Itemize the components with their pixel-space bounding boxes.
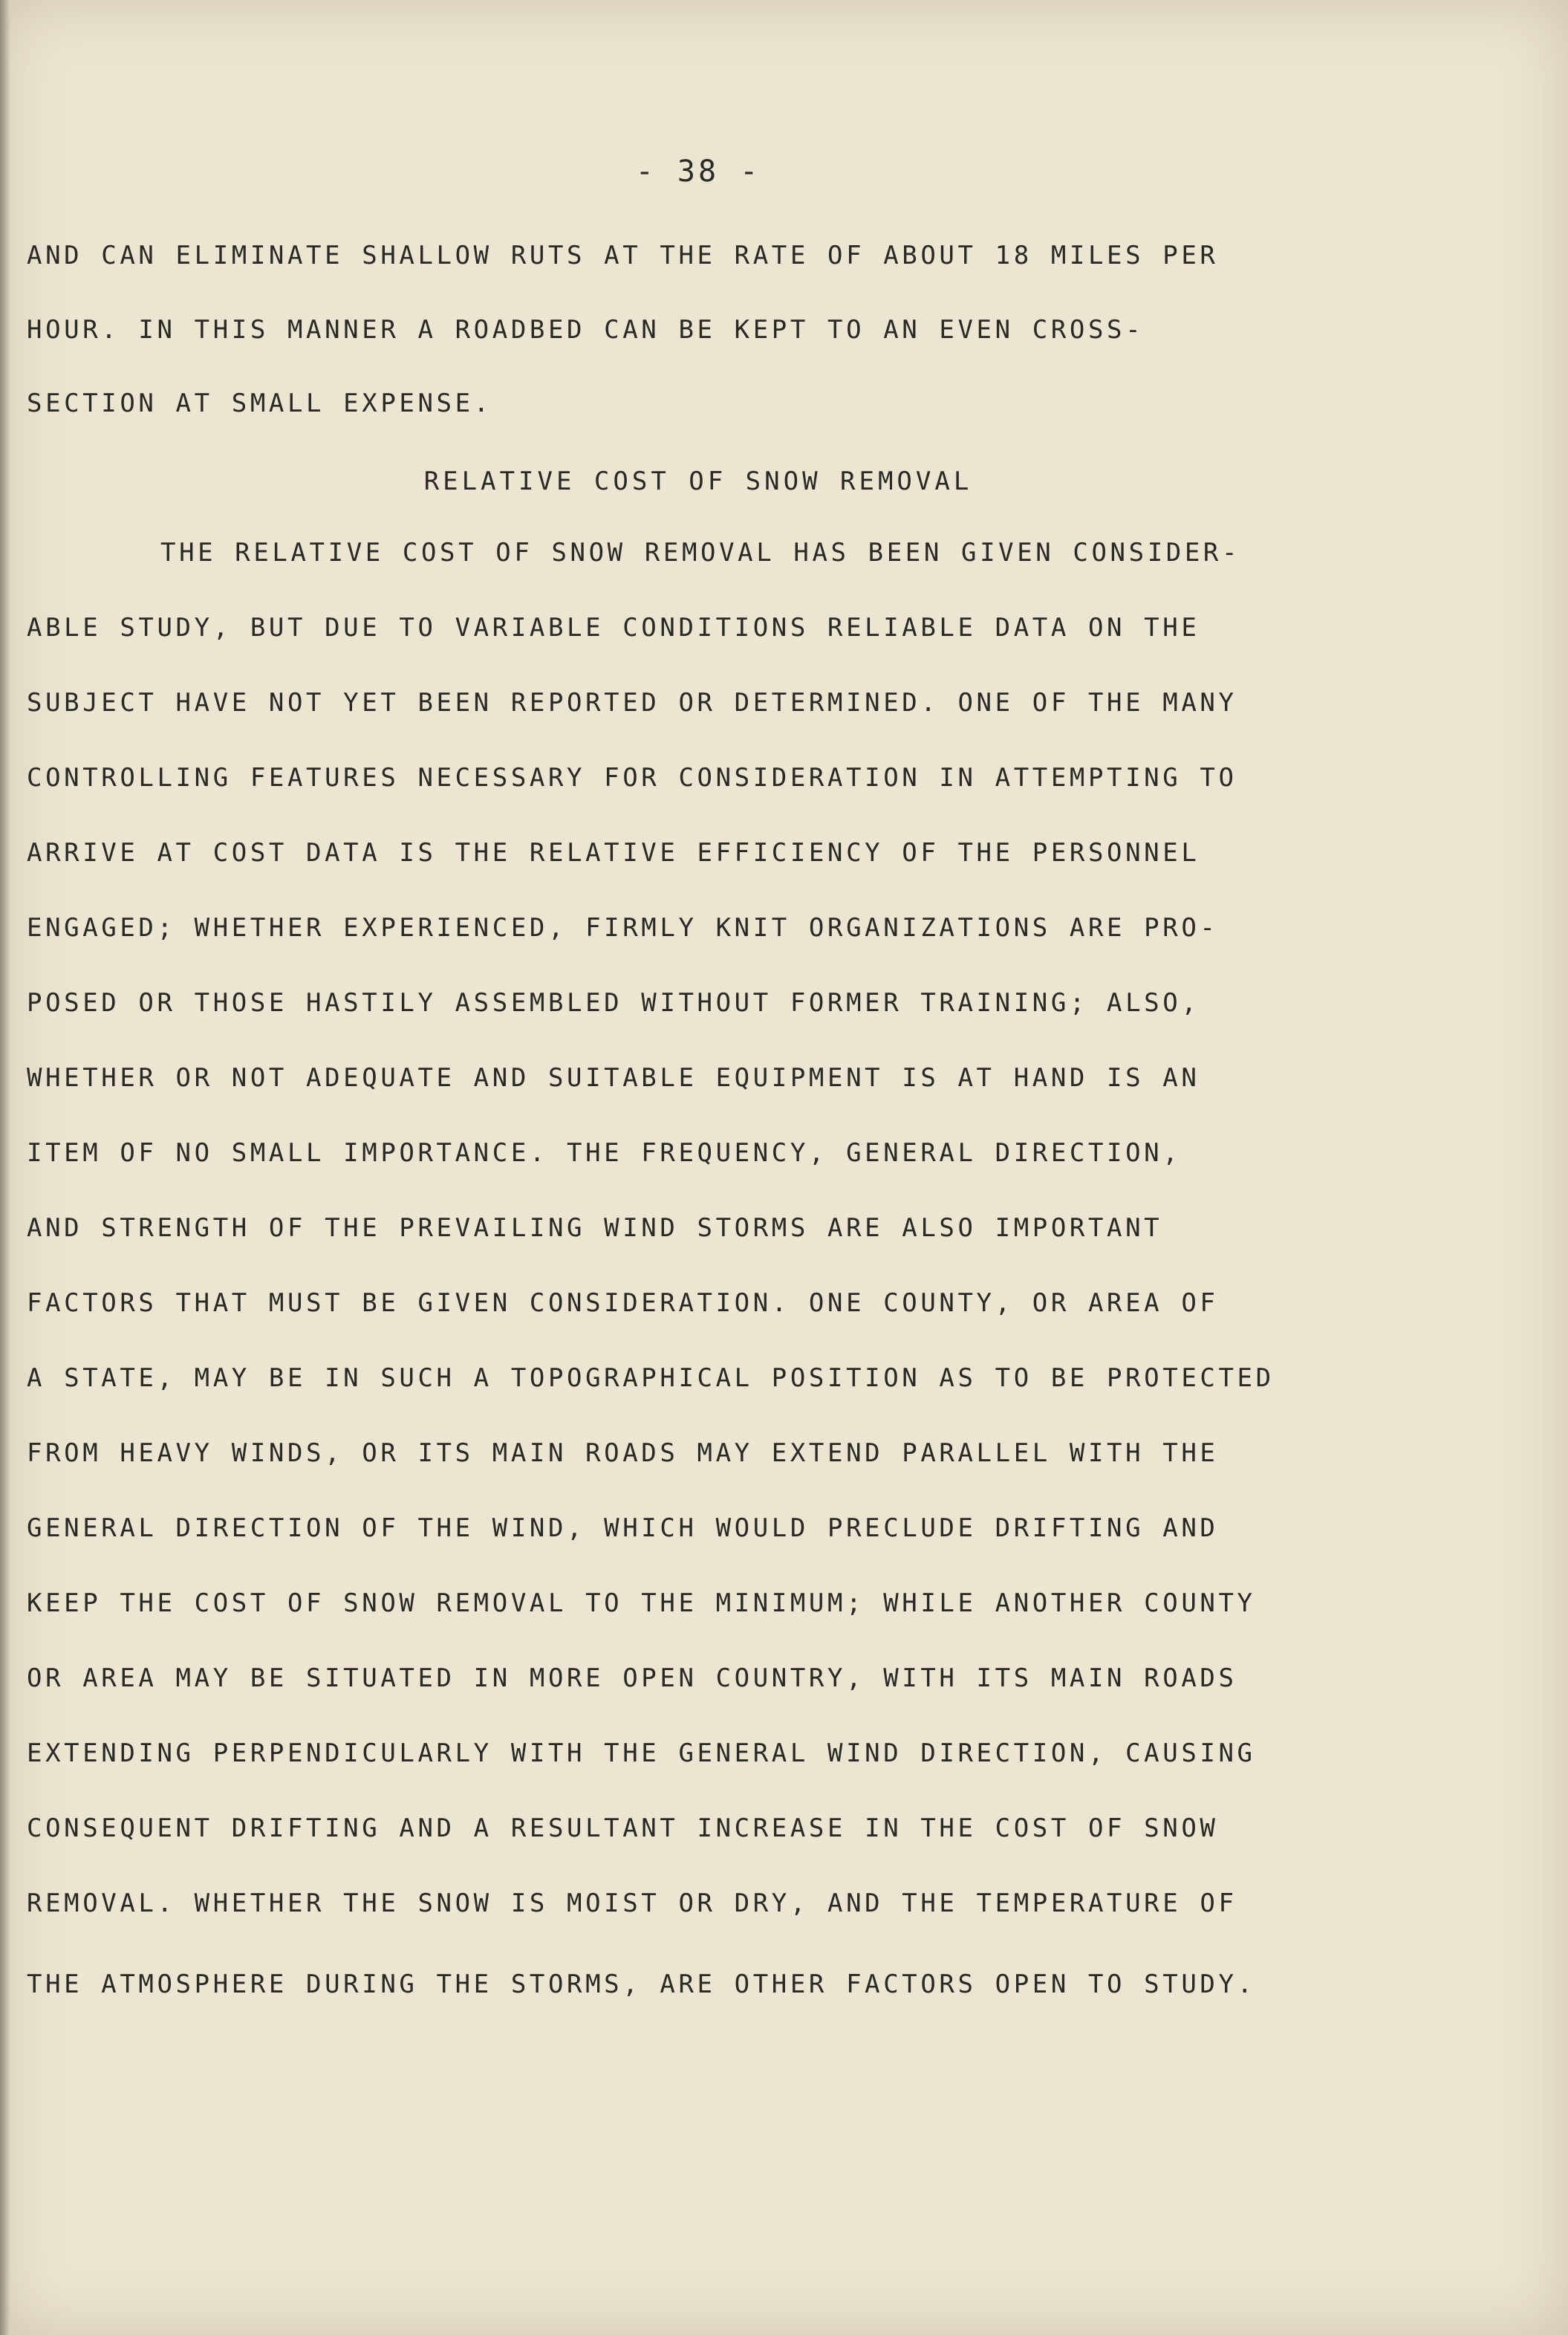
text-line: REMOVAL. WHETHER THE SNOW IS MOIST OR DRY, AND THE TEMPERATURE OF — [27, 1889, 1237, 1918]
text-line: CONSEQUENT DRIFTING AND A RESULTANT INCREASE IN THE COST OF SNOW — [27, 1813, 1219, 1843]
text-line: GENERAL DIRECTION OF THE WIND, WHICH WOULD PRECLUDE DRIFTING AND — [27, 1513, 1219, 1543]
text-line: POSED OR THOSE HASTILY ASSEMBLED WITHOUT FORMER TRAINING; ALSO, — [27, 988, 1200, 1018]
text-line: FACTORS THAT MUST BE GIVEN CONSIDERATION. ONE COUNTY, OR AREA OF — [27, 1288, 1219, 1318]
page-number: - 38 - — [635, 155, 761, 189]
text-line: FROM HEAVY WINDS, OR ITS MAIN ROADS MAY EXTEND PARALLEL WITH THE — [27, 1438, 1219, 1468]
text-line: AND STRENGTH OF THE PREVAILING WIND STORMS ARE ALSO IMPORTANT — [27, 1213, 1163, 1243]
text-line: EXTENDING PERPENDICULARLY WITH THE GENERAL WIND DIRECTION, CAUSING — [27, 1738, 1256, 1768]
text-line: HOUR. IN THIS MANNER A ROADBED CAN BE KEPT TO AN EVEN CROSS- — [27, 315, 1145, 345]
text-line: AND CAN ELIMINATE SHALLOW RUTS AT THE RATE OF ABOUT 18 MILES PER — [27, 241, 1219, 270]
text-line: KEEP THE COST OF SNOW REMOVAL TO THE MINIMUM; WHILE ANOTHER COUNTY — [27, 1588, 1256, 1618]
text-line: A STATE, MAY BE IN SUCH A TOPOGRAPHICAL POSITION AS TO BE PROTECTED — [27, 1363, 1275, 1393]
text-line: THE RELATIVE COST OF SNOW REMOVAL HAS BEEN GIVEN CONSIDER- — [160, 538, 1241, 568]
text-line: ITEM OF NO SMALL IMPORTANCE. THE FREQUENCY, GENERAL DIRECTION, — [27, 1138, 1182, 1168]
text-line: THE ATMOSPHERE DURING THE STORMS, ARE OTHER FACTORS OPEN TO STUDY. — [27, 1969, 1256, 1999]
text-line: SUBJECT HAVE NOT YET BEEN REPORTED OR DETERMINED. ONE OF THE MANY — [27, 688, 1237, 718]
page-edge — [0, 0, 10, 2335]
text-line: WHETHER OR NOT ADEQUATE AND SUITABLE EQUIPMENT IS AT HAND IS AN — [27, 1063, 1200, 1093]
text-line: SECTION AT SMALL EXPENSE. — [27, 389, 492, 418]
text-line: OR AREA MAY BE SITUATED IN MORE OPEN COUNTRY, WITH ITS MAIN ROADS — [27, 1663, 1237, 1693]
text-line: ENGAGED; WHETHER EXPERIENCED, FIRMLY KNIT ORGANIZATIONS ARE PRO- — [27, 913, 1219, 943]
text-line: ABLE STUDY, BUT DUE TO VARIABLE CONDITIONS RELIABLE DATA ON THE — [27, 613, 1200, 643]
section-heading: RELATIVE COST OF SNOW REMOVAL — [423, 467, 973, 496]
text-line: ARRIVE AT COST DATA IS THE RELATIVE EFFICIENCY OF THE PERSONNEL — [27, 838, 1200, 868]
text-line: CONTROLLING FEATURES NECESSARY FOR CONSIDERATION IN ATTEMPTING TO — [27, 763, 1237, 793]
